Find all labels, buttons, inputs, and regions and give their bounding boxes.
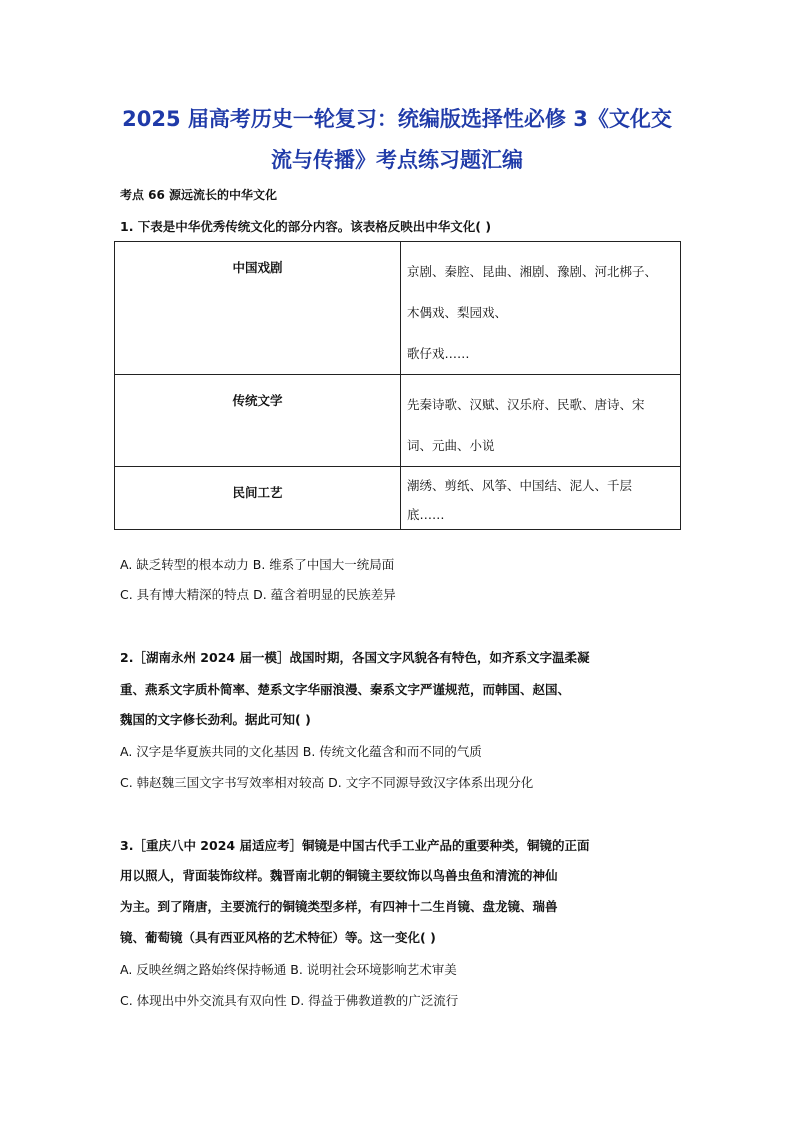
items-cell bbox=[401, 467, 681, 530]
category-cell: 中国戏剧 bbox=[115, 242, 401, 375]
question-2-options-cd: C. 韩赵魏三国文字书写效率相对较高 D. 文字不同源导致汉字体系出现分化 bbox=[120, 775, 534, 790]
table-row bbox=[115, 467, 681, 530]
question-1-stem: 1. 下表是中华优秀传统文化的部分内容。该表格反映出中华文化( ) bbox=[120, 219, 492, 234]
items-cell bbox=[401, 375, 681, 467]
question-2-stem-line: 重、燕系文字质朴简率、楚系文字华丽浪漫、秦系文字严谨规范，而韩国、赵国、 bbox=[120, 682, 571, 697]
question-2-stem-line: 2.［湖南永州 2024 届一模］战国时期，各国文字风貌各有特色，如齐系文字温柔凝 bbox=[120, 650, 590, 665]
item-line: 歌仔戏…… bbox=[407, 346, 470, 361]
item-line: 词、元曲、小说 bbox=[407, 438, 495, 453]
item-line: 底…… bbox=[407, 507, 445, 522]
section-heading: 考点 66 源远流长的中华文化 bbox=[120, 188, 278, 202]
question-3-stem-line: 用以照人，背面装饰纹样。魏晋南北朝的铜镜主要纹饰以鸟兽虫鱼和清流的神仙 bbox=[120, 868, 558, 883]
question-2-options-ab: A. 汉字是华夏族共同的文化基因 B. 传统文化蕴含和而不同的气质 bbox=[120, 744, 482, 759]
item-line: 木偶戏、梨园戏、 bbox=[407, 305, 508, 320]
question-3-options-ab: A. 反映丝绸之路始终保持畅通 B. 说明社会环境影响艺术审美 bbox=[120, 962, 457, 977]
question-1-options-ab: A. 缺乏转型的根本动力 B. 维系了中国大一统局面 bbox=[120, 557, 395, 572]
item-line: 先秦诗歌、汉赋、汉乐府、民歌、唐诗、宋 bbox=[407, 397, 645, 412]
question-3-stem-line: 3.［重庆八中 2024 届适应考］铜镜是中国古代手工业产品的重要种类，铜镜的正面 bbox=[120, 838, 590, 853]
document-title-line1: 2025 届高考历史一轮复习：统编版选择性必修 3《文化交 bbox=[122, 107, 672, 131]
culture-table bbox=[114, 241, 681, 530]
category-cell: 传统文学 bbox=[115, 375, 401, 467]
table-row bbox=[115, 242, 681, 375]
items-cell bbox=[401, 242, 681, 375]
question-2-stem-line: 魏国的文字修长劲利。据此可知( ) bbox=[120, 712, 311, 727]
question-3-stem-line: 为主。到了隋唐，主要流行的铜镜类型多样，有四神十二生肖镜、盘龙镜、瑞兽 bbox=[120, 899, 558, 914]
question-3-stem-line: 镜、葡萄镜（具有西亚风格的艺术特征）等。这一变化( ) bbox=[120, 930, 436, 945]
question-1-options-cd: C. 具有博大精深的特点 D. 蕴含着明显的民族差异 bbox=[120, 587, 396, 602]
item-line: 京剧、秦腔、昆曲、湘剧、豫剧、河北梆子、 bbox=[407, 264, 658, 279]
item-line: 潮绣、剪纸、风筝、中国结、泥人、千层 bbox=[407, 478, 633, 493]
category-cell: 民间工艺 bbox=[115, 467, 401, 530]
document-title-line2: 流与传播》考点练习题汇编 bbox=[271, 148, 523, 172]
table-row bbox=[115, 375, 681, 467]
question-3-options-cd: C. 体现出中外交流具有双向性 D. 得益于佛教道教的广泛流行 bbox=[120, 993, 459, 1008]
